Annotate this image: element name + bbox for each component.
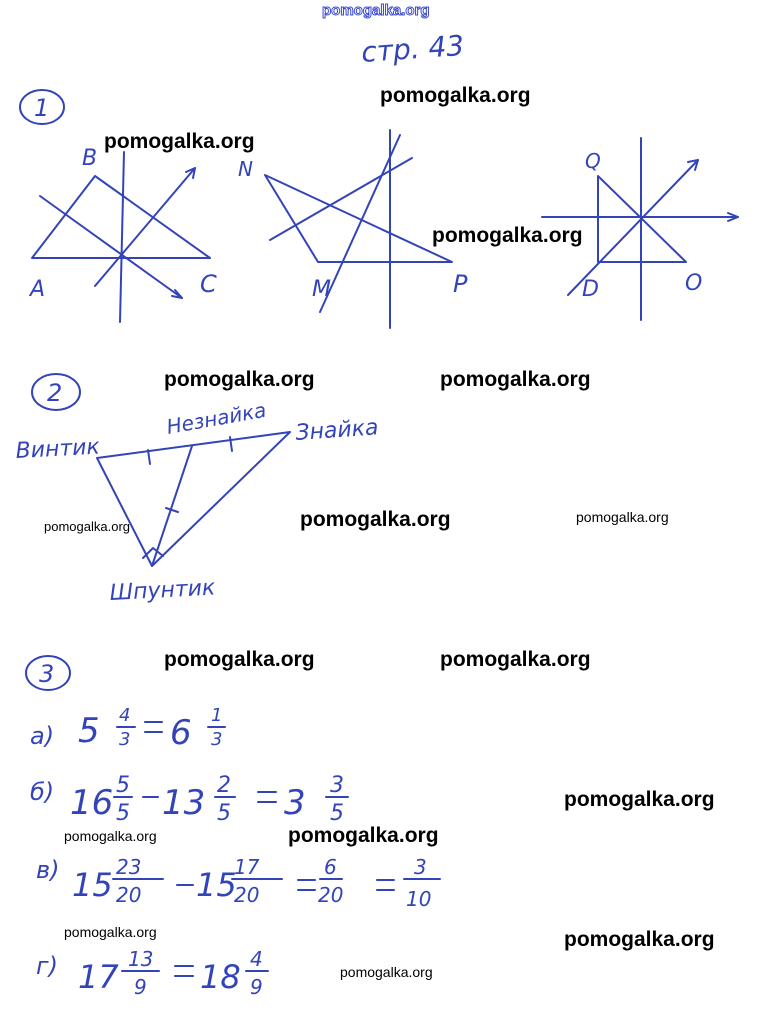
watermark: pomogalka.org — [380, 84, 531, 107]
watermark: pomogalka.org — [432, 224, 583, 247]
point-n-label: N — [238, 157, 253, 181]
task3a-den: 3 — [119, 729, 131, 750]
watermark: pomogalka.org — [164, 648, 315, 671]
label-neznaika: Незнайка — [164, 397, 268, 439]
task3g-n1: 13 — [128, 947, 154, 971]
task3v-d1: 20 — [116, 883, 142, 907]
point-c-label: C — [200, 270, 217, 298]
task3v-w2: 15 — [196, 866, 237, 904]
task3g-w1: 17 — [78, 958, 119, 996]
figure1-triangle-abc — [32, 152, 210, 322]
task3g-rn: 4 — [250, 947, 263, 971]
task3b-d2: 5 — [217, 801, 231, 826]
task3b-n1: 5 — [116, 773, 130, 798]
task3g-letter: г) — [36, 952, 58, 980]
label-vintik: Винтик — [15, 434, 101, 464]
task3b-rw: 3 — [284, 783, 306, 823]
label-znaika: Знайка — [294, 415, 380, 446]
task3b-w1: 16 — [70, 783, 114, 823]
watermark: pomogalka.org — [64, 924, 157, 940]
task3b-rd: 5 — [330, 801, 344, 826]
site-watermark-header: pomogalka.org — [322, 2, 430, 19]
label-shpuntik: Шпунтик — [109, 575, 216, 606]
point-m-label: M — [312, 277, 331, 302]
watermark: pomogalka.org — [340, 964, 433, 980]
task3v-n1: 23 — [116, 855, 142, 879]
watermark: pomogalka.org — [576, 509, 669, 525]
figure2-triangle-nmp — [265, 130, 452, 328]
point-o-label: O — [685, 271, 703, 296]
task2-number: 2 — [47, 379, 63, 407]
operators — [143, 722, 394, 976]
task3b-d1: 5 — [116, 801, 130, 826]
watermark: pomogalka.org — [64, 828, 157, 844]
task1-number: 1 — [34, 94, 50, 122]
task3a-num: 4 — [119, 705, 131, 726]
watermark: pomogalka.org — [564, 928, 715, 951]
watermark: pomogalka.org — [440, 368, 591, 391]
task3b-letter: б) — [30, 778, 55, 806]
watermark: pomogalka.org — [104, 130, 255, 153]
task3v-rn2: 3 — [414, 855, 427, 879]
task3a-whole: 5 — [78, 711, 100, 751]
watermark: pomogalka.org — [564, 788, 715, 811]
watermark: pomogalka.org — [288, 824, 439, 847]
watermark: pomogalka.org — [300, 508, 451, 531]
task3g-rd: 9 — [250, 975, 263, 999]
task3v-rd1: 20 — [318, 883, 344, 907]
fraction-bars — [113, 727, 440, 971]
point-b-label: B — [82, 146, 98, 171]
task3a-res-whole: 6 — [170, 713, 192, 753]
point-p-label: P — [453, 270, 468, 298]
task3a-res-den: 3 — [211, 729, 223, 750]
watermark: pomogalka.org — [164, 368, 315, 391]
task3v-rn1: 6 — [324, 855, 337, 879]
task3-number: 3 — [39, 660, 55, 688]
point-d-label: D — [582, 277, 599, 302]
watermark: pomogalka.org — [44, 519, 130, 534]
task3g-d1: 9 — [134, 975, 147, 999]
task3a-letter: а) — [30, 722, 55, 750]
watermark: pomogalka.org — [440, 648, 591, 671]
task3v-d2: 20 — [234, 883, 260, 907]
page-number-label: стр. 43 — [360, 28, 466, 69]
task3v-n2: 17 — [234, 855, 260, 879]
task3v-letter: в) — [36, 856, 60, 884]
point-a-label: A — [30, 277, 46, 302]
task3b-rn: 3 — [330, 773, 344, 798]
task3b-w2: 13 — [162, 783, 206, 823]
task3v-w1: 15 — [72, 866, 113, 904]
task2-triangle — [97, 432, 290, 566]
task3g-rw: 18 — [200, 958, 241, 996]
task3v-rd2: 10 — [406, 887, 432, 911]
point-q-label: Q — [585, 149, 601, 173]
task3a-res-num: 1 — [211, 705, 223, 726]
task3b-n2: 2 — [217, 773, 231, 798]
